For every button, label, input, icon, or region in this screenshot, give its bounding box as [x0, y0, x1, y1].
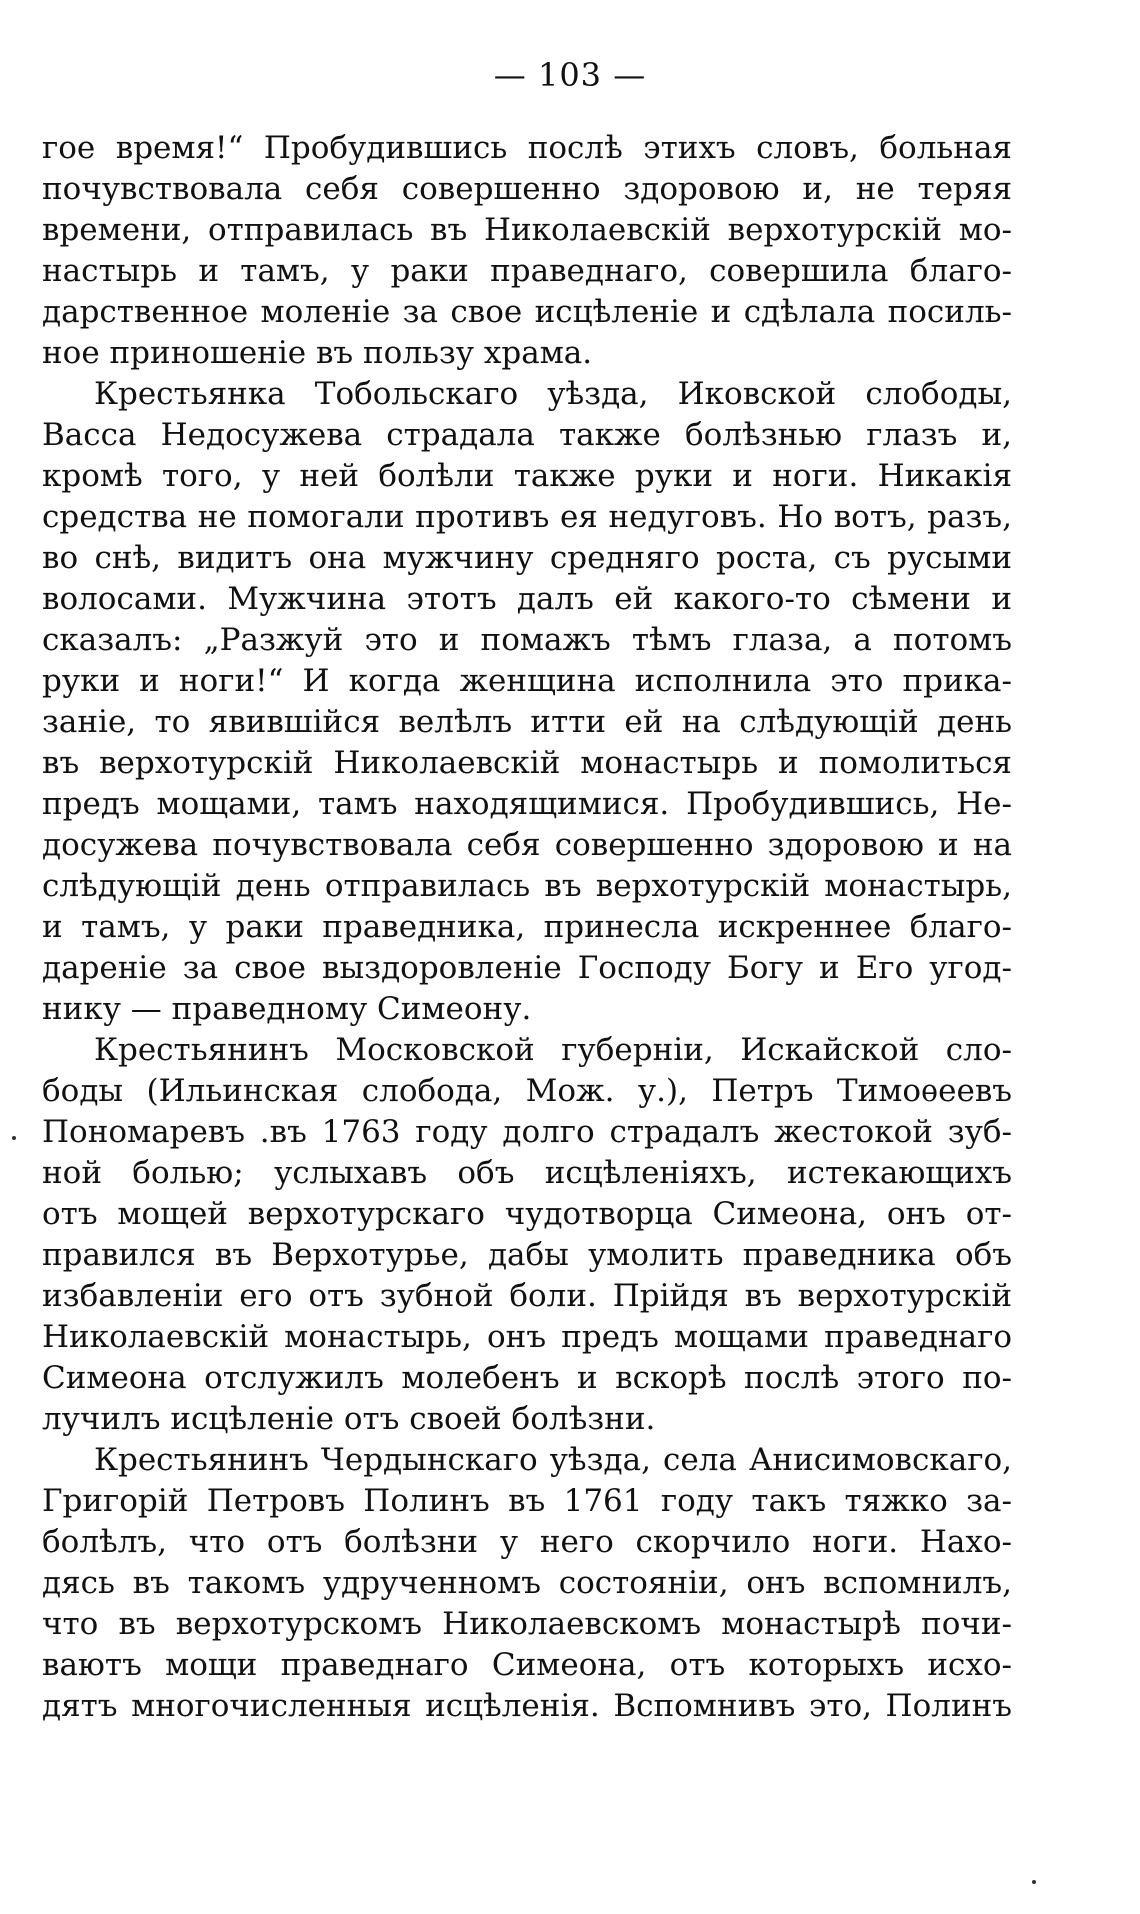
- page-number: — 103 —: [493, 56, 647, 94]
- text-line: что въ верхотурскомъ Николаевскомъ монастырѣ почи-: [42, 1606, 1012, 1642]
- text-line: дарственное моленіе за свое исцѣленіе и сдѣлала посиль-: [42, 294, 1012, 330]
- text-line: боды (Ильинская слобода, Мож. у.), Петръ Тимоѳеевъ: [42, 1073, 1012, 1109]
- text-line: въ верхотурскій Николаевскій монастырь и помолиться: [42, 745, 1012, 781]
- text-line: Симеона отслужилъ молебенъ и вскорѣ послѣ этого по-: [42, 1360, 1012, 1396]
- text-line: Крестьянка Тобольскаго уѣзда, Иковской слободы,: [94, 376, 1012, 412]
- print-speck: [12, 1136, 16, 1140]
- text-line: Васса Недосужева страдала также болѣзнью глазъ и,: [42, 417, 1012, 453]
- text-line: ной болью; услыхавъ объ исцѣленіяхъ, истекающихъ: [42, 1155, 1012, 1191]
- text-line: болѣлъ, что отъ болѣзни у него скорчило ноги. Нахо-: [42, 1524, 1012, 1560]
- text-line: слѣдующій день отправилась въ верхотурскій монастырь,: [42, 868, 1012, 904]
- text-line: руки и ноги!“ И когда женщина исполнила это прика-: [42, 663, 1012, 699]
- text-line: заніе, то явившійся велѣлъ итти ей на слѣдующій день: [42, 704, 1012, 740]
- text-line: избавленіи его отъ зубной боли. Прійдя въ верхотурскій: [42, 1278, 1012, 1314]
- text-line: Григорій Петровъ Полинъ въ 1761 году такъ тяжко за-: [42, 1483, 1012, 1519]
- text-line: Крестьянинъ Московской губерніи, Искайской сло-: [94, 1032, 1012, 1068]
- text-line: ваютъ мощи праведнаго Симеона, отъ которыхъ исхо-: [42, 1647, 1012, 1683]
- text-line: ное приношеніе въ пользу храма.: [42, 335, 593, 371]
- text-line: лучилъ исцѣленіе отъ своей болѣзни.: [42, 1401, 656, 1437]
- text-line: дясь въ такомъ удрученномъ состояніи, онъ вспомнилъ,: [42, 1565, 1012, 1601]
- text-line: нику — праведному Симеону.: [42, 991, 532, 1027]
- text-line: дареніе за свое выздоровленіе Господу Богу и Его угод-: [42, 950, 1012, 986]
- text-line: сказалъ: „Разжуй это и помажъ тѣмъ глаза, а потомъ: [42, 622, 1012, 658]
- text-line: досужева почувствовала себя совершенно здоровою и на: [42, 827, 1012, 863]
- text-line: во снѣ, видитъ она мужчину средняго роста, съ русыми: [42, 540, 1012, 576]
- text-line: и тамъ, у раки праведника, принесла искреннее благо-: [42, 909, 1012, 945]
- text-line: Крестьянинъ Чердынскаго уѣзда, села Анисимовскаго,: [94, 1442, 1012, 1478]
- text-line: правился въ Верхотурье, дабы умолить праведника объ: [42, 1237, 1012, 1273]
- text-line: волосами. Мужчина этотъ далъ ей какого-то сѣмени и: [42, 581, 1012, 617]
- text-line: почувствовала себя совершенно здоровою и, не теряя: [42, 171, 1012, 207]
- text-line: кромѣ того, у ней болѣли также руки и ноги. Никакія: [42, 458, 1012, 494]
- text-line: Николаевскій монастырь, онъ предъ мощами праведнаго: [42, 1319, 1012, 1355]
- text-line: Пономаревъ .въ 1763 году долго страдалъ жестокой зуб-: [42, 1114, 1012, 1150]
- text-line: гое время!“ Пробудившись послѣ этихъ словъ, больная: [42, 130, 1012, 166]
- print-speck: [1032, 1880, 1036, 1884]
- text-line: предъ мощами, тамъ находящимися. Пробудившись, Не-: [42, 786, 1012, 822]
- text-line: времени, отправилась въ Николаевскій верхотурскій мо-: [42, 212, 1012, 248]
- text-line: настырь и тамъ, у раки праведнаго, совершила благо-: [42, 253, 1012, 289]
- page-text: [42, 128, 1012, 1727]
- text-line: средства не помогали противъ ея недуговъ. Но вотъ, разъ,: [42, 499, 1012, 535]
- text-line: отъ мощей верхотурскаго чудотворца Симеона, онъ от-: [42, 1196, 1012, 1232]
- text-line: дятъ многочисленныя исцѣленія. Вспомнивъ это, Полинъ: [42, 1688, 1012, 1724]
